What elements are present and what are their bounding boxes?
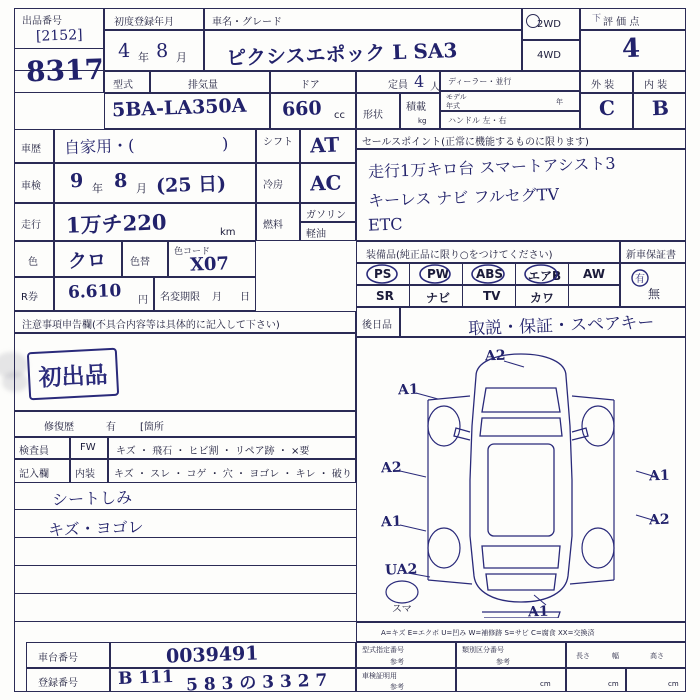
eq-aw: AW — [583, 267, 605, 281]
eq-kawa: カワ — [530, 291, 555, 305]
history-paren: ) — [221, 133, 229, 154]
type-value: 5BA-LA350A — [111, 94, 247, 122]
corner-mark: 下 — [592, 14, 602, 24]
seats-value: 4 — [413, 71, 425, 92]
seats-label: 定員 — [388, 80, 408, 91]
dim-head-length: 長さ — [576, 652, 590, 660]
first-listing-stamp: 初出品 — [27, 348, 119, 401]
repair-part: [箇所 — [140, 422, 164, 433]
drive-2wd-circle — [526, 14, 540, 28]
car-name-value: ピクシスエポック L SA3 — [225, 37, 458, 71]
int-label: 内 装 — [644, 80, 668, 91]
first-reg-month-unit: 月 — [176, 51, 187, 64]
eq-sr: SR — [376, 289, 394, 303]
disp-label: 排気量 — [188, 80, 218, 91]
first-reg-label: 初度登録年月 — [114, 17, 174, 28]
warranty-no: 無 — [648, 287, 661, 301]
model-year-unit: 年 — [556, 98, 563, 106]
lot-no-value: 8317 — [25, 52, 105, 89]
shaken-month-unit: 月 — [136, 182, 147, 195]
name-change-day: 日 — [240, 292, 250, 303]
mark-a2-left: A2 — [380, 459, 402, 477]
shaken-year-unit: 年 — [92, 182, 103, 195]
legend-text: A=キズ E=エクボ U=凹み W=補修跡 S=サビ C=腐食 XX=交換済 — [381, 629, 595, 637]
color-code-label: 色コード — [174, 247, 211, 257]
inspector-label: 検査員 — [19, 446, 49, 457]
lot-no-label: 出品番号 — [22, 16, 62, 27]
ext-label: 外 装 — [591, 80, 615, 91]
mileage-unit: km — [220, 227, 236, 238]
mark-ua2: UA2 — [384, 561, 418, 579]
eq-tv: TV — [483, 289, 501, 303]
interior-items: キズ ・ スレ ・ コゲ ・ 穴 ・ ヨゴレ ・ キレ ・ 破り — [114, 469, 352, 480]
name-change-label: 名変期限 — [160, 292, 200, 303]
shaken-day: (25 日) — [155, 172, 227, 198]
aircon-value: AC — [309, 170, 342, 196]
after-value: 取説・保証・スペアキー — [467, 312, 655, 340]
hei-unit: cm — [668, 680, 679, 688]
warranty-mark — [626, 268, 680, 288]
chassis-label: 車台番号 — [38, 653, 78, 664]
note-line-3 — [14, 565, 356, 566]
rken-unit: 円 — [138, 295, 148, 306]
color-label: 色 — [28, 257, 38, 268]
shape-label: 形状 — [363, 110, 383, 121]
fuel-gasoline-label: ガソリン — [306, 210, 346, 221]
shaken-year: 9 — [69, 169, 84, 193]
spare-label: スマ — [392, 604, 412, 615]
svg-text:有: 有 — [635, 274, 645, 285]
vehicle-use-sub: 参考 — [390, 683, 404, 691]
eq-ps: PS — [374, 267, 392, 281]
fuel-label: 燃料 — [263, 220, 283, 231]
load-label: 積載 — [406, 102, 426, 113]
notice-label: 注意事項申告欄(不具合内容等は具体的に記入して下さい) — [22, 320, 280, 331]
mark-a1-left2: A1 — [380, 513, 402, 531]
color-value: クロ — [67, 249, 107, 273]
drive-2wd-label: 2WD — [537, 19, 561, 30]
fw-items: キズ ・ 飛石 ・ ヒビ割 ・ リペア跡 ・ ×要 — [116, 446, 310, 457]
memo-label: 記入欄 — [19, 469, 49, 480]
eq-abs: ABS — [476, 267, 504, 281]
note-line-5 — [14, 621, 356, 622]
equipment-label: 装備品(純正品に限り○をつけてください) — [366, 250, 553, 261]
designation-label: 型式指定番号 — [362, 646, 404, 654]
rken-value: 6.610 — [67, 281, 122, 303]
dealer-label: ディーラー・並行 — [448, 77, 512, 86]
mark-a1-bottom: A1 — [527, 603, 549, 621]
first-reg-year-unit: 年 — [138, 51, 149, 64]
handle-label: ハンドル 左・右 — [448, 116, 507, 125]
first-reg-month: 8 — [155, 39, 169, 63]
mark-leaders — [356, 337, 686, 622]
sales-point-1: 走行1万キロ台 スマートアシスト3 — [367, 153, 616, 182]
interior-label: 内装 — [75, 469, 95, 480]
designation-sub: 参考 — [390, 658, 404, 666]
history-value: 自家用・( — [63, 135, 135, 158]
reg-value-1: B 111 — [117, 667, 175, 689]
sales-point-3: ETC — [367, 214, 403, 235]
first-reg-year: 4 — [117, 39, 131, 63]
disp-unit: cc — [334, 110, 345, 121]
rating-value: 4 — [621, 33, 641, 65]
eq-pw: PW — [427, 267, 450, 281]
sales-point-2: キーレス ナビ フルセグTV — [367, 184, 560, 211]
seats-unit: 人 — [430, 82, 440, 93]
reg-value-2: 5 8 3 の 3 3 2 7 — [185, 670, 328, 696]
load-unit: kg — [418, 117, 427, 125]
vehicle-use-label: 車検証明用 — [362, 672, 397, 680]
class-sub: 参考 — [496, 658, 510, 666]
warranty-label: 新車保証書 — [626, 250, 676, 261]
repair-label: 修復歴 — [44, 422, 74, 433]
after-label: 後日品 — [362, 320, 392, 331]
class-label: 類別区分番号 — [462, 646, 504, 654]
color-change-label: 色替 — [130, 257, 150, 268]
repair-yes: 有 — [106, 422, 116, 433]
name-change-month: 月 — [212, 292, 222, 303]
ext-value: C — [598, 95, 616, 121]
note-1: シートしみ — [51, 487, 133, 510]
door-label: ドア — [300, 80, 320, 91]
lot-no-sub: [2152] — [35, 27, 83, 45]
int-value: B — [651, 95, 670, 121]
equipment-circles — [366, 263, 566, 285]
disp-value: 660 — [281, 97, 323, 121]
aircon-label: 冷房 — [263, 180, 283, 191]
fw-label: FW — [80, 442, 96, 453]
mark-a1-right: A1 — [648, 467, 670, 485]
shift-value: AT — [309, 132, 340, 158]
note-line-4 — [14, 593, 356, 594]
shaken-month: 8 — [113, 169, 128, 193]
rken-label: R券 — [21, 292, 38, 303]
wid-unit: cm — [608, 680, 619, 688]
mark-a1-left: A1 — [397, 381, 419, 399]
rating-label: 評 価 点 — [603, 17, 640, 28]
note-2: キズ・ヨゴレ — [47, 517, 145, 540]
color-code-value: X07 — [189, 253, 230, 276]
chassis-value: 0039491 — [165, 642, 259, 668]
shaken-label: 車検 — [21, 181, 41, 192]
car-name-label: 車名・グレード — [212, 17, 282, 28]
len-unit: cm — [540, 680, 551, 688]
eq-navi: ナビ — [426, 291, 451, 305]
mileage-value: 1万チ220 — [65, 209, 167, 238]
mark-a2-top: A2 — [484, 347, 506, 365]
model-year-label: モデル — [446, 93, 467, 101]
sales-point-label: セールスポイント(正常に機能するものに限ります) — [362, 137, 589, 148]
drive-4wd-label: 4WD — [537, 50, 561, 61]
dim-head-width: 幅 — [612, 652, 619, 660]
eq-airbag: エアB — [528, 269, 562, 283]
fuel-diesel-label: 軽油 — [306, 229, 326, 240]
type-label: 型式 — [113, 80, 133, 91]
shift-label: シフト — [263, 137, 293, 148]
history-label: 車歴 — [21, 144, 41, 155]
eq-div4 — [568, 263, 569, 307]
model-year-label2: 年式 — [446, 102, 460, 110]
mark-a2-right: A2 — [648, 511, 670, 529]
mileage-label: 走行 — [21, 220, 41, 231]
reg-label: 登録番号 — [38, 678, 78, 689]
dim-head-height: 高さ — [650, 652, 664, 660]
